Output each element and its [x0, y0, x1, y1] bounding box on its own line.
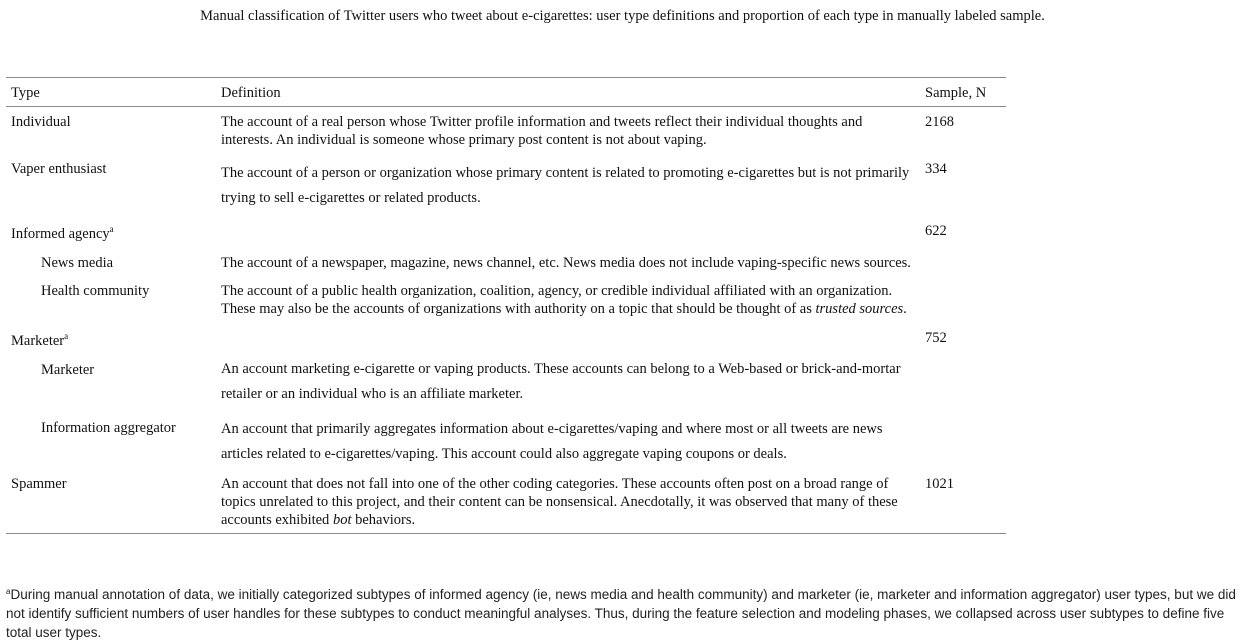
table-row — [6, 467, 1006, 534]
definition-cell: An account marketing e-cigarette or vaping products. These accounts can belong to a Web-based or brick-and-mortar retailer or an individual who is an affiliate marketer. — [221, 361, 901, 402]
definition-text: The account of a public health organization, coalition, agency, or credible individual affiliated with an organization. These may also be the accounts of organizations with authority on a topic that should be thought of as — [221, 283, 893, 317]
definition-text-end: . — [903, 301, 907, 317]
header-sample: Sample, N — [925, 85, 987, 101]
user-type-table — [6, 77, 1006, 534]
type-cell: Vaper enthusiast — [11, 161, 107, 177]
definition-cell: The account of a real person whose Twitter profile information and tweets reflect their individual thoughts and interests. An individual is someone whose primary post content is not about vaping. — [221, 114, 863, 148]
sample-cell: 334 — [925, 161, 947, 177]
definition-text-end: behaviors. — [351, 512, 416, 528]
subtype-cell: Health community — [41, 283, 150, 299]
definition-cell — [221, 272, 925, 318]
table-caption: Manual classification of Twitter users who tweet about e-cigarettes: user type definitions and proportion of each type in manually labeled sample. — [200, 8, 1045, 24]
definition-text: An account that does not fall into one of the other coding categories. These accounts often post on a broad range of topics unrelated to this project, and their content can be nonsensical. Anecdotally, it was observed that many of these accounts exhibited — [221, 476, 898, 528]
footnote-text: During manual annotation of data, we initially categorized subtypes of informed agency (ie, news media and health community) and marketer (ie, marketer and information aggregator) user types, but we did not identify sufficient numbers of user handles for these subtypes to conduct meaningful analyses. Thus, during the feature selection and modeling phases, we collapsed across user subtypes to define five total user types. — [6, 587, 1236, 640]
table-row — [6, 149, 1006, 211]
table-header-row — [6, 78, 1006, 107]
definition-cell: The account of a newspaper, magazine, news channel, etc. News media does not include vaping-specific news sources. — [221, 255, 911, 271]
definition-emphasis: trusted sources — [815, 301, 904, 317]
type-cell: Spammer — [11, 476, 67, 492]
table-row — [6, 243, 1006, 272]
table-row — [6, 350, 1006, 407]
group-type-cell — [6, 211, 221, 243]
table-row — [6, 211, 1006, 243]
table-footnote — [6, 585, 1242, 642]
definition-cell: The account of a person or organization whose primary content is related to promoting e-cigarettes but is not primarily trying to sell e-cigarettes or related products. — [221, 165, 910, 206]
footnote-marker: a — [6, 587, 11, 596]
footnote-marker: a — [64, 331, 69, 341]
sample-cell: 1021 — [925, 476, 954, 492]
sample-cell — [925, 407, 1006, 467]
group-label: Informed agency — [11, 226, 110, 242]
group-type-cell — [6, 318, 221, 350]
header-type: Type — [11, 85, 40, 101]
subtype-cell: Information aggregator — [41, 420, 176, 436]
definition-cell — [221, 467, 925, 534]
type-cell: Individual — [11, 114, 71, 130]
table-row — [6, 318, 1006, 350]
footnote-marker: a — [109, 224, 114, 234]
header-definition: Definition — [221, 85, 281, 101]
definition-cell — [221, 318, 925, 350]
definition-cell — [221, 211, 925, 243]
subtype-cell: News media — [41, 255, 114, 271]
sample-cell: 2168 — [925, 114, 954, 130]
sample-cell — [925, 350, 1006, 407]
table-row — [6, 272, 1006, 318]
table-row — [6, 407, 1006, 467]
sample-cell — [925, 243, 1006, 272]
definition-emphasis: bot — [332, 512, 352, 528]
definition-cell: An account that primarily aggregates information about e-cigarettes/vaping and where most or all tweets are news articles related to e-cigarettes/vaping. This account could also aggregate vaping coupons or deals. — [221, 421, 883, 462]
sample-cell: 622 — [925, 223, 947, 239]
sample-cell — [925, 272, 1006, 318]
subtype-cell: Marketer — [41, 362, 95, 378]
table-row — [6, 107, 1006, 150]
group-label: Marketer — [11, 333, 65, 349]
sample-cell: 752 — [925, 330, 947, 346]
